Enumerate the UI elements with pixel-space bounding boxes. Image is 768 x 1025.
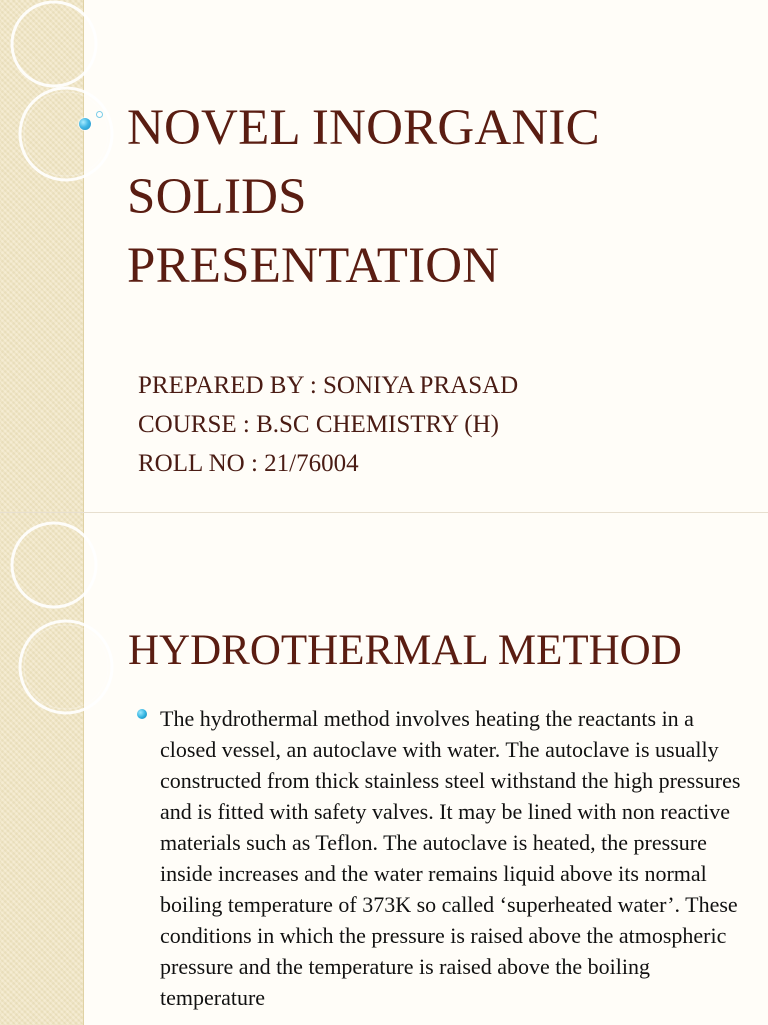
hydrothermal-bullet <box>160 703 742 1013</box>
small-circle-icon <box>96 111 103 118</box>
circle-ornament-icon <box>0 513 120 733</box>
prepared-by-text: PREPARED BY : SONIYA PRASAD <box>138 372 519 399</box>
title-line-1: NOVEL INORGANIC <box>127 100 600 156</box>
slide-title <box>0 0 768 512</box>
hydrothermal-method-title: HYDROTHERMAL METHOD <box>128 627 682 674</box>
title-line-3: PRESENTATION <box>127 238 500 294</box>
presentation-title <box>127 94 737 301</box>
slide-hydrothermal <box>0 512 768 1025</box>
blue-bullet-icon <box>79 118 91 130</box>
course-text: COURSE : B.SC CHEMISTRY (H) <box>138 411 499 438</box>
title-line-2: SOLIDS <box>127 169 307 225</box>
roll-number-text: ROLL NO : 21/76004 <box>138 450 359 477</box>
circle-ornament-icon <box>0 0 120 220</box>
presenter-details <box>138 366 518 483</box>
blue-bullet-icon <box>137 709 147 719</box>
hydrothermal-description: The hydrothermal method involves heating the reactants in a closed vessel, an autoclave with water. The autoclave is usually constructed from thick stainless steel withstand the high pressures and is fitted with safety valves. It may be lined with non reactive materials such as Teflon. The autoclave is heated, the pressure inside increases and the water remains liquid above its normal boiling temperature of 373K so called ‘superheated water’. These conditions in which the pressure is raised above the atmospheric pressure and the temperature is raised above the boiling temperature <box>160 706 741 1010</box>
